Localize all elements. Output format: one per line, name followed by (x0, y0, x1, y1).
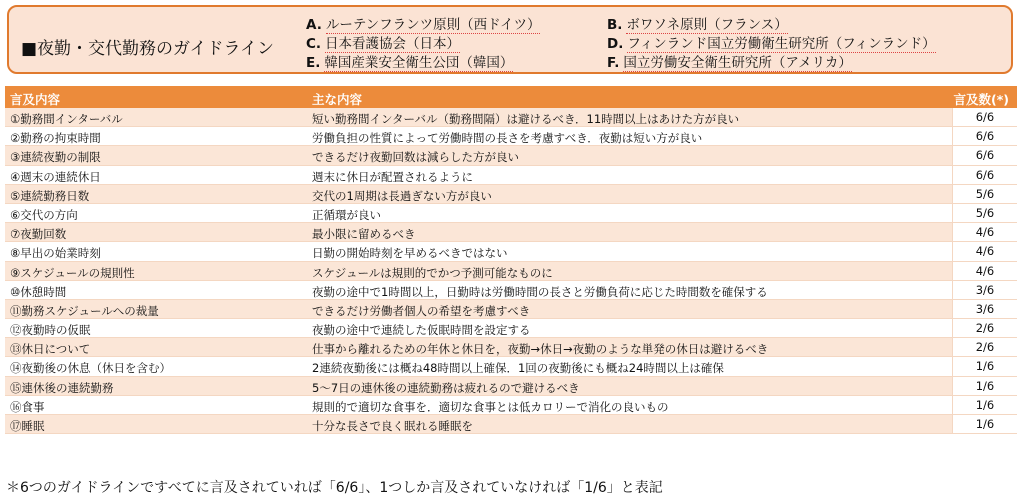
row-content: 労働負担の性質によって労働時間の長さを考慮すべき．夜勤は短い方が良い (312, 131, 703, 146)
guideline-label: 日本看護協会（日本） (325, 36, 461, 52)
row-content: 5～7日の連休後の連続勤務は疲れるので避けるべき (312, 380, 580, 395)
column-header-topic: 言及内容 (10, 92, 61, 107)
table-row (5, 185, 1017, 204)
guideline-key: F. (607, 55, 620, 71)
guideline-key: B. (607, 17, 623, 33)
table-row (5, 281, 1017, 300)
table-row (5, 204, 1017, 223)
row-content: 交代の1周期は長過ぎない方が良い (312, 188, 492, 203)
guideline-label: ルーテンフランツ原則（西ドイツ） (325, 17, 541, 33)
guideline-label: 韓国産業安全衛生公団（韓国） (324, 55, 514, 71)
guideline-f (607, 51, 852, 71)
row-content: できるだけ労働者個人の希望を考慮すべき (312, 303, 531, 318)
row-content: スケジュールは規則的でかつ予測可能なものに (312, 265, 553, 280)
row-content: 日勤の開始時刻を早めるべきではない (312, 246, 508, 261)
row-count: 5/6 (952, 185, 1017, 203)
row-count: 6/6 (952, 127, 1017, 145)
table-row (5, 108, 1017, 127)
row-content: 正循環が良い (312, 207, 381, 222)
guideline-key: E. (306, 55, 321, 71)
guideline-key: D. (607, 36, 624, 52)
row-content: 短い勤務間インターバル（勤務間隔）は避けるべき．11時間以上はあけた方が良い (312, 112, 740, 126)
guideline-a (306, 13, 540, 33)
row-topic: ②勤務の拘束時間 (10, 131, 101, 146)
guideline-label: 国立労働安全衛生研究所（アメリカ） (623, 55, 852, 71)
table-row (5, 127, 1017, 146)
table-row (5, 319, 1017, 338)
row-content: 週末に休日が配置されるように (312, 169, 473, 184)
row-topic: ⑥交代の方向 (10, 207, 78, 222)
table-header (5, 86, 1017, 108)
row-topic: ⑮連休後の連続勤務 (10, 380, 114, 395)
guideline-e (306, 51, 513, 71)
row-topic: ⑫夜勤時の仮眠 (10, 323, 91, 338)
table-row (5, 396, 1017, 415)
table-row (5, 262, 1017, 281)
row-topic: ⑭夜勤後の休息（休日を含む） (10, 361, 171, 376)
footnote: ＊6つのガイドラインですべてに言及されていれば「6/6」、1つしか言及されていなければ「1/6」と表記 (6, 480, 663, 496)
row-count: 2/6 (952, 319, 1017, 337)
row-count: 6/6 (952, 166, 1017, 184)
row-count: 3/6 (952, 281, 1017, 299)
row-topic: ⑯食事 (10, 399, 45, 414)
row-topic: ⑪勤務スケジュールへの裁量 (10, 303, 159, 318)
table-row (5, 357, 1017, 376)
row-count: 4/6 (952, 262, 1017, 280)
table-row (5, 223, 1017, 242)
row-count: 5/6 (952, 204, 1017, 222)
row-topic: ⑧早出の始業時刻 (10, 246, 101, 261)
row-count: 1/6 (952, 377, 1017, 395)
table-row (5, 146, 1017, 165)
table-row (5, 242, 1017, 261)
row-topic: ⑰睡眠 (10, 419, 45, 433)
row-count: 6/6 (952, 108, 1017, 126)
guideline-c (306, 32, 460, 52)
row-count: 1/6 (952, 396, 1017, 414)
table-row (5, 415, 1017, 434)
table-row (5, 166, 1017, 185)
row-count: 2/6 (952, 338, 1017, 356)
row-topic: ⑨スケジュールの規則性 (10, 265, 135, 280)
row-count: 3/6 (952, 300, 1017, 318)
guideline-table (5, 86, 1017, 434)
row-content: 最小限に留めるべき (312, 227, 416, 242)
guideline-label: フィンランド国立労働衛生研究所（フィンランド） (627, 36, 936, 52)
column-header-count: 言及数(*) (953, 92, 1009, 107)
guideline-b (607, 13, 788, 33)
guideline-key: A. (306, 17, 322, 33)
table-row (5, 338, 1017, 357)
row-content: 夜勤の途中で1時間以上，日勤時は労働時間の長さと労働負荷に応じた時間数を確保する (312, 284, 768, 299)
row-topic: ④週末の連続休日 (10, 169, 101, 184)
table-row (5, 300, 1017, 319)
row-topic: ①勤務間インターバル (10, 112, 123, 126)
column-header-content: 主な内容 (312, 92, 363, 107)
guideline-label: ボワソネ原則（フランス） (626, 17, 788, 33)
table-body (5, 108, 1017, 434)
row-topic: ③連続夜勤の制限 (10, 150, 101, 165)
row-count: 6/6 (952, 146, 1017, 164)
row-count: 4/6 (952, 242, 1017, 260)
page-title: ■夜勤・交代勤務のガイドライン (21, 39, 275, 59)
guideline-d (607, 32, 936, 52)
guideline-header-box (7, 5, 1013, 74)
table-row (5, 377, 1017, 396)
row-topic: ⑦夜勤回数 (10, 227, 67, 242)
row-content: できるだけ夜勤回数は減らした方が良い (312, 150, 519, 165)
row-count: 4/6 (952, 223, 1017, 241)
row-content: 夜勤の途中で連続した仮眠時間を設定する (312, 323, 531, 338)
row-count: 1/6 (952, 357, 1017, 375)
row-content: 十分な長さで良く眠れる睡眠を (312, 419, 473, 433)
row-topic: ⑤連続勤務日数 (10, 188, 90, 203)
row-topic: ⑬休日について (10, 342, 91, 357)
row-content: 規則的で適切な食事を．適切な食事とは低カロリーで消化の良いもの (312, 399, 669, 414)
row-content: 仕事から離れるための年休と休日を，夜勤→休日→夜勤のような単発の休日は避けるべき (312, 342, 769, 357)
row-content: 2連続夜勤後には概ね48時間以上確保．1回の夜勤後にも概ね24時間以上は確保 (312, 361, 724, 376)
row-count: 1/6 (952, 415, 1017, 433)
guideline-key: C. (306, 36, 322, 52)
row-topic: ⑩休憩時間 (10, 284, 67, 299)
